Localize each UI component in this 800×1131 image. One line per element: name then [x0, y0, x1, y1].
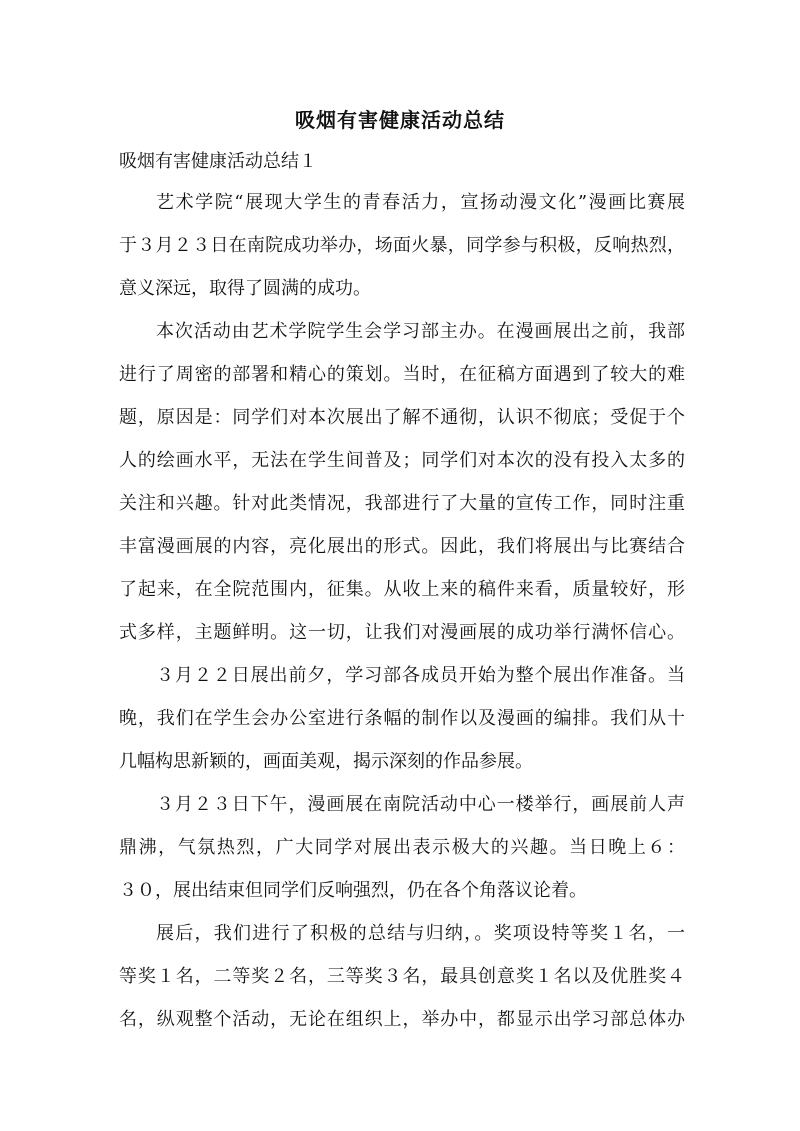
section-heading: 吸烟有害健康活动总结１ — [119, 151, 317, 172]
text-line: 等奖１名，二等奖２名，三等奖３名，最具创意奖１名以及优胜奖４ — [119, 966, 685, 987]
text-line: 本次活动由艺术学院学生会学习部主办。在漫画展出之前，我部 — [156, 321, 685, 342]
text-line: 进行了周密的部署和精心的策划。当时，在征稿方面遇到了较大的难 — [119, 364, 685, 385]
text-line: 几幅构思新颖的，画面美观，揭示深刻的作品参展。 — [119, 751, 533, 772]
document-title: 吸烟有害健康活动总结 — [295, 108, 505, 132]
text-line: 丰富漫画展的内容，亮化展出的形式。因此，我们将展出与比赛结合 — [119, 536, 685, 557]
text-line: ３月２３日下午，漫画展在南院活动中心一楼举行，画展前人声 — [156, 794, 685, 815]
text-line: ３月２２日展出前夕，学习部各成员开始为整个展出作准备。当 — [156, 665, 685, 686]
text-line: 人的绘画水平，无法在学生间普及；同学们对本次的没有投入太多的 — [119, 450, 685, 471]
text-line: 关注和兴趣。针对此类情况，我部进行了大量的宣传工作，同时注重 — [119, 493, 685, 514]
text-line: 鼎沸，气氛热烈，广大同学对展出表示极大的兴趣。当日晚上６： — [119, 837, 685, 858]
text-line: 意义深远，取得了圆满的成功。 — [119, 278, 371, 299]
text-line: 展后，我们进行了积极的总结与归纳，。奖项设特等奖１名，一 — [156, 923, 685, 944]
text-line: 名，纵观整个活动，无论在组织上，举办中，都显示出学习部总体办 — [119, 1009, 685, 1030]
text-line: 题，原因是：同学们对本次展出了解不通彻，认识不彻底；受促于个 — [119, 407, 685, 428]
text-line: 于３月２３日在南院成功举办，场面火暴，同学参与积极，反响热烈， — [119, 235, 685, 256]
text-line: 了起来，在全院范围内，征集。从收上来的稿件来看，质量较好，形 — [119, 579, 685, 600]
text-line: 艺术学院“展现大学生的青春活力，宣扬动漫文化”漫画比赛展 — [156, 192, 685, 213]
text-line: 晚，我们在学生会办公室进行条幅的制作以及漫画的编排。我们从十 — [119, 708, 685, 729]
text-line: 式多样，主题鲜明。这一切，让我们对漫画展的成功举行满怀信心。 — [119, 622, 685, 643]
text-line: ３０，展出结束但同学们反响强烈，仍在各个角落议论着。 — [119, 880, 587, 901]
